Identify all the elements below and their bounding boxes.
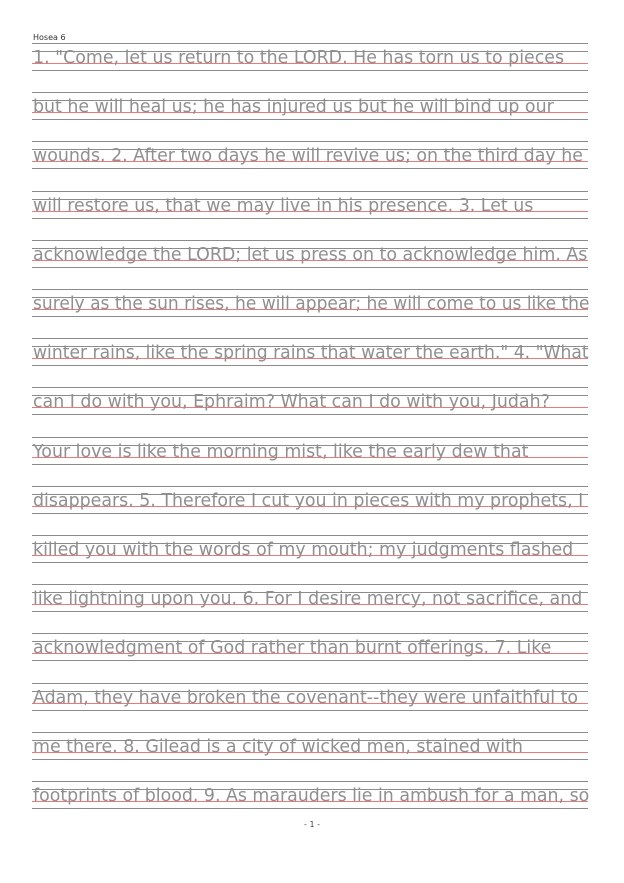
practice-row — [32, 92, 588, 126]
top-guide-line — [32, 289, 588, 290]
top-guide-line — [32, 387, 588, 388]
top-guide-line — [32, 633, 588, 634]
top-guide-line — [32, 781, 588, 782]
top-guide-line — [32, 191, 588, 192]
bottom-guide-line — [32, 70, 588, 71]
practice-row — [32, 535, 588, 569]
bottom-guide-line — [32, 464, 588, 465]
practice-row — [32, 781, 588, 815]
page-number: - 1 - — [304, 820, 320, 829]
trace-text-line: can I do with you, Ephraim? What can I do with you, Judah? — [33, 392, 550, 413]
trace-text-line: footprints of blood. 9. As marauders lie in ambush for a man, so — [33, 786, 590, 806]
bottom-guide-line — [32, 168, 588, 169]
top-guide-line — [32, 437, 588, 438]
trace-text-line: me there. 8. Gilead is a city of wicked men, stained with — [33, 736, 523, 757]
practice-row — [32, 338, 588, 372]
bottom-guide-line — [32, 710, 588, 711]
practice-row — [32, 633, 588, 667]
practice-row — [32, 240, 588, 274]
bottom-guide-line — [32, 218, 588, 219]
practice-row — [32, 289, 588, 323]
trace-text-line: 1. "Come, let us return to the LORD. He has torn us to pieces — [33, 48, 565, 68]
bottom-guide-line — [32, 365, 588, 366]
practice-row — [32, 387, 588, 421]
trace-text-line: surely as the sun rises, he will appear; he will come to us like the — [33, 294, 590, 314]
top-guide-line — [32, 141, 588, 142]
top-guide-line — [32, 683, 588, 684]
bottom-guide-line — [32, 562, 588, 563]
bottom-guide-line — [32, 119, 588, 120]
bottom-guide-line — [32, 414, 588, 415]
trace-text-line: Your love is like the morning mist, like the early dew that — [33, 441, 529, 462]
top-guide-line — [32, 240, 588, 241]
trace-text-line: disappears. 5. Therefore I cut you in pieces with my prophets, I — [33, 490, 584, 511]
bottom-guide-line — [32, 611, 588, 612]
bottom-guide-line — [32, 513, 588, 514]
bottom-guide-line — [32, 808, 588, 809]
top-guide-line — [32, 535, 588, 536]
practice-row — [32, 486, 588, 520]
trace-text-line: winter rains, like the spring rains that water the earth." 4. "What — [33, 343, 589, 364]
practice-row — [32, 141, 588, 175]
top-guide-line — [32, 338, 588, 339]
practice-row — [32, 191, 588, 225]
trace-text-line: acknowledge the LORD; let us press on to acknowledge him. As — [33, 244, 588, 265]
bottom-guide-line — [32, 660, 588, 661]
top-guide-line — [32, 732, 588, 733]
trace-text-line: wounds. 2. After two days he will revive us; on the third day he — [33, 146, 583, 167]
practice-row — [32, 732, 588, 766]
trace-text-line: killed you with the words of my mouth; my judgments flashed — [33, 540, 574, 560]
top-guide-line — [32, 43, 588, 44]
trace-text-line: will restore us, that we may live in his presence. 3. Let us — [33, 195, 534, 216]
bottom-guide-line — [32, 759, 588, 760]
trace-text-line: like lightning upon you. 6. For I desire mercy, not sacrifice, and — [33, 589, 583, 610]
document-header: Hosea 6 — [33, 33, 66, 42]
top-guide-line — [32, 92, 588, 93]
bottom-guide-line — [32, 316, 588, 317]
top-guide-line — [32, 584, 588, 585]
trace-text-line: Adam, they have broken the covenant--they were unfaithful to — [33, 687, 579, 708]
top-guide-line — [32, 486, 588, 487]
practice-row — [32, 437, 588, 471]
bottom-guide-line — [32, 267, 588, 268]
trace-text-line: but he will heal us; he has injured us but he will bind up our — [33, 97, 554, 118]
trace-text-line: acknowledgment of God rather than burnt offerings. 7. Like — [33, 638, 552, 659]
practice-row — [32, 683, 588, 717]
practice-row — [32, 43, 588, 77]
practice-row — [32, 584, 588, 618]
